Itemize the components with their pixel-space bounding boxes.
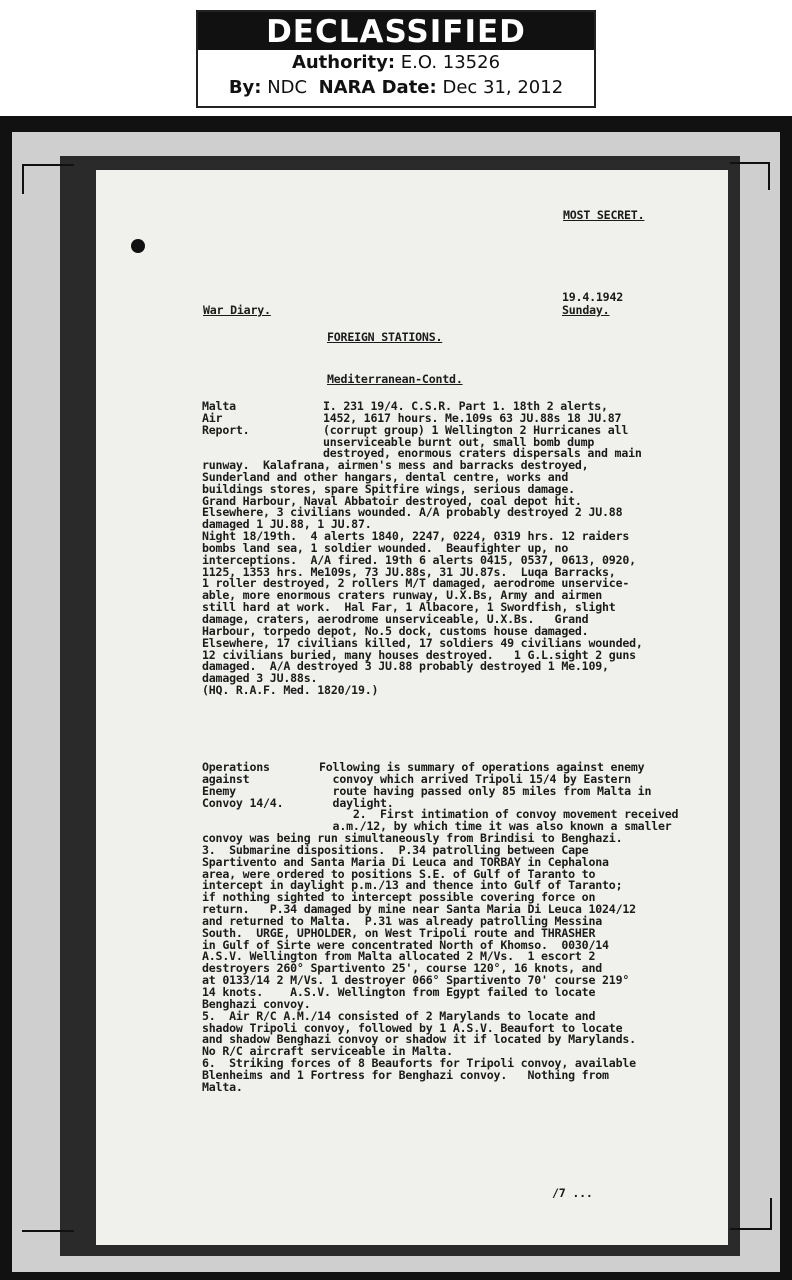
classification-mark: MOST SECRET. [563, 208, 645, 222]
subheading: Mediterranean-Contd. [327, 372, 463, 386]
document-date: 19.4.1942 [562, 290, 624, 304]
declassified-stamp [196, 10, 596, 108]
malta-air-report-indented: I. 231 19/4. C.S.R. Part 1. 18th 2 alerts, 1452, 1617 hours. Me.109s 63 JU.88s 18 JU.87 (corrupt group) 1 Wellington 2 Hurricanes all unserviceable burnt out, small bomb dump destroyed, enormous craters dispersals and main [323, 399, 642, 461]
corner-mark-top-left-h [22, 164, 74, 166]
corner-mark-top-right-h [730, 162, 770, 164]
malta-air-report-body: runway. Kalafrana, airmen's mess and barracks destroyed, Sunderland and other hangars, dental centre, works and buildings stores, spare Spitfire wings, serious damage. Grand Harbour, Naval Abbatoir destroyed, coal depot hit. Elsewhere, 3 civilians wounded. A/A probably destroyed 2 JU.88 damaged 1 JU.88, 1 JU.87. Night 18/19th. 4 alerts 1840, 2247, 0224, 0319 hrs. 12 raiders bombs land sea, 1 soldier wounded. Beaufighter up, no interceptions. A/A fired. 19th 6 alerts 0415, 0537, 0613, 0920, 1125, 1353 hrs. Me109s, 73 JU.88s, 31 JU.87s. Luqa Barracks, 1 roller destroyed, 2 rollers M/T damaged, aerodrome unservice- able, more enormous craters runway, U.X.Bs, Army and airmen still hard at work. Hal Far, 1 Albacore, 1 Swordfish, slight damage, craters, aerodrome unserviceable, U.X.Bs. Grand Harbour, torpedo depot, No.5 dock, customs house damaged. Elsewhere, 17 civilians killed, 17 soldiers 49 civilians wounded, 12 civilians buried, many houses destroyed. 1 G.L.sight 2 guns damaged. A/A destroyed 3 JU.88 probably destroyed 1 Me.109, damaged 3 JU.88s. (HQ. R.A.F. Med. 1820/19.) [202, 458, 643, 698]
corner-mark-bottom-left-h [22, 1230, 74, 1232]
stamp-by-line [198, 75, 594, 100]
stamp-by-label: By: [228, 77, 262, 98]
convoy-operations-body: convoy was being run simultaneously from Brindisi to Benghazi. 3. Submarine dispositions. P.34 patrolling between Cape Spartivento and Santa Maria Di Leuca and TORBAY in Cephalona area, were ordered to positions S.E. of Gulf of Taranto to intercept in daylight p.m./13 and thence into Gulf of Taranto; if nothing sighted to intercept possible covering force on return. P.34 damaged by mine near Santa Maria Di Leuca 1024/12 and returned to Malta. P.31 was already patrolling Messina South. URGE, UPHOLDER, on West Tripoli route and THRASHER in Gulf of Sirte were concentrated North of Khomso. 0030/14 A.S.V. Wellington from Malta allocated 2 M/Vs. 1 escort 2 destroyers 260° Spartivento 25', course 120°, 16 knots, and at 0133/14 2 M/Vs. 1 destroyer 066° Spartivento 70' course 219° 14 knots. A.S.V. Wellington from Egypt failed to locate Benghazi convoy. 5. Air R/C A.M./14 consisted of 2 Marylands to locate and shadow Tripoli convoy, followed by 1 A.S.V. Beaufort to locate and shadow Benghazi convoy or shadow it if located by Marylands. No R/C aircraft serviceable in Malta. 6. Striking forces of 8 Beauforts for Tripoli convoy, available Blenheims and 1 Fortress for Benghazi convoy. Nothing from Malta. [202, 831, 636, 1094]
stamp-nara-label: NARA Date: [318, 77, 437, 98]
page-continuation-marker: /7 ... [552, 1186, 593, 1200]
stamp-title: DECLASSIFIED [198, 12, 594, 50]
corner-mark-top-left-v [22, 164, 24, 194]
punch-hole [131, 239, 145, 253]
section-heading: FOREIGN STATIONS. [327, 330, 443, 344]
corner-mark-bottom-right-h [730, 1228, 772, 1230]
stamp-authority-value: E.O. 13526 [400, 52, 501, 73]
stamp-nara-value: Dec 31, 2012 [442, 77, 564, 98]
stamp-by-value: NDC [267, 77, 308, 98]
stamp-authority-label: Authority: [291, 52, 396, 73]
convoy-operations-margin: Operations against Enemy Convoy 14/4. [202, 760, 284, 810]
stamp-authority [198, 50, 594, 75]
convoy-operations-indented: Following is summary of operations against enemy convoy which arrived Tripoli 15/4 by Eastern route having passed only 85 miles from Malta in daylight. 2. First intimation of convoy movement received a.m./12, by which time it was also known a smaller [319, 760, 679, 834]
malta-air-report-margin: Malta Air Report. [202, 399, 250, 437]
diary-title: War Diary. [203, 303, 271, 317]
corner-mark-bottom-right-v [770, 1198, 772, 1230]
corner-mark-top-right-v [768, 162, 770, 190]
document-day: Sunday. [562, 303, 610, 317]
